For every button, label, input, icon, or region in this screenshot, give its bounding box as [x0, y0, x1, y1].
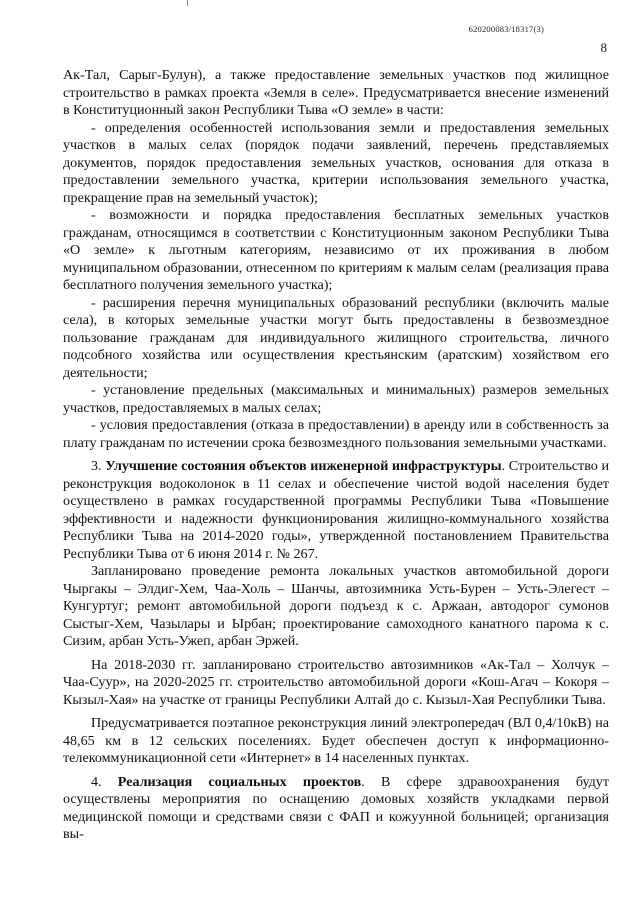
- document-code: 620200083/18317(3): [468, 24, 544, 34]
- paragraph: Ак-Тал, Сарыг-Булун), а также предоставление земельных участков под жилищное строительство в рамках проекта «Земля в селе». Предусматривается внесение изменений в Конституционный закон Республики Тыва «О земле» в части:: [63, 67, 609, 118]
- section-heading: Реализация социальных проектов: [117, 773, 362, 790]
- section-text: . В сфере здравоохранения будут осуществлены мероприятия по оснащению домовых хозяйств укладками первой медицинской помощи и средствами связи с ФАП и кожуунной больницей; организация вы-: [63, 773, 610, 842]
- list-item: - расширения перечня муниципальных образований республики (включить малые села), в которых земельные участки могут быть предоставлены в безвозмездное пользование гражданам для индивидуального жилищного строительства, личного подсобного хозяйства или осуществления крестьянским (аратским) хозяйством его деятельности;: [63, 294, 609, 381]
- list-item: - определения особенностей использования земли и предоставления земельных участков в малых селах (порядок подачи заявлений, перечень представляемых документов, порядок предоставления земельных участков, основания для отказа в предоставлении земельного участка, критерии использования земельного участка, прекращение прав на земельный участок);: [63, 119, 609, 206]
- list-item: - условия предоставления (отказа в предоставлении) в аренду или в собственность за плату гражданам по истечении срока безвозмездного пользования земельными участками.: [63, 417, 609, 451]
- paragraph: Предусматривается поэтапное реконструкция линий электропередач (ВЛ 0,4/10кВ) на 48,65 км в 12 сельских поселениях. Будет обеспечен доступ к информационно-телекоммуникационной сети «Интернет» в 14 населенных пунктах.: [63, 715, 609, 766]
- section-number: 3.: [91, 458, 106, 474]
- page-number: 8: [600, 40, 607, 55]
- scan-mark: [187, 0, 188, 6]
- paragraph: Запланировано проведение ремонта локальных участков автомобильной дороги Чыргакы – Элдиг-Хем, Чаа-Холь – Шанчы, автозимника Усть-Бурен – Усть-Элегест – Кунгуртуг; ремонт автомобильной дороги подъезд к с. Аржаан, автодорог сумонов Сыстыг-Хем, Чазылары и Ырбан; проектирование самоходного канатного парома к с. Сизим, арбан Усть-Ужеп, арбан Эржей.: [63, 563, 609, 649]
- list-item: - установление предельных (максимальных и минимальных) размеров земельных участков, предоставляемых в малых селах;: [63, 382, 609, 416]
- section-heading: Улучшение состояния объектов инженерной инфраструктуры: [105, 458, 502, 474]
- section-text: . Строительство и реконструкция водоколонок в 11 селах и обеспечение чистой водой населения будет осуществлено в рамках государственной программы Республики Тыва «Повышение эффективности и надежности функционирования жилищно-коммунального хозяйства Республики Тыва на 2014-2020 годы», утвержденной постановлением Правительства Республики Тыва от 6 июня 2014 г. № 267.: [63, 458, 609, 562]
- section-paragraph: [63, 458, 609, 563]
- paragraph: На 2018-2030 гг. запланировано строительство автозимников «Ак-Тал – Холчук – Чаа-Суур», на 2020-2025 гг. строительство автомобильной дороги «Кош-Агач – Кокоря – Кызыл-Хая» на участке от границы Республики Алтай до с. Кызыл-Хая Республики Тыва.: [63, 656, 609, 708]
- section-number: 4.: [91, 773, 118, 790]
- list-item: - возможности и порядка предоставления бесплатных земельных участков гражданам, относящимся в соответствии с Конституционным законом Республики Тыва «О земле» к льготным категориям, независимо от их проживания в любом муниципальном образовании, отнесенном по критериям к малым селам (реализация права бесплатного получения земельного участка);: [63, 207, 609, 293]
- section-paragraph: [63, 774, 609, 844]
- document-body: [63, 67, 609, 844]
